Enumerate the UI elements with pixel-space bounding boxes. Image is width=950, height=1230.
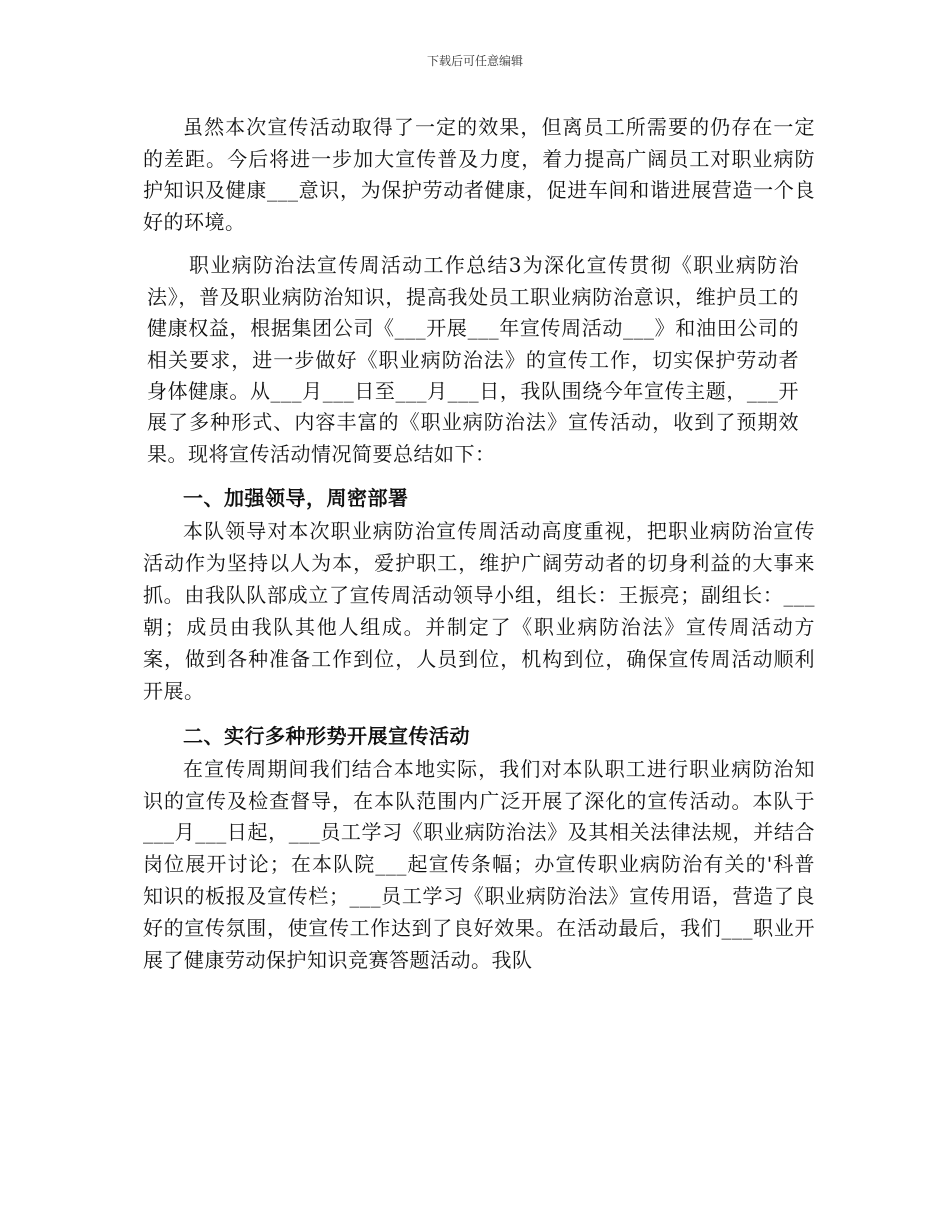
document-body [143,112,815,977]
page-header: 下载后可任意编辑 [426,54,523,68]
section-heading-2: 二、实行多种形势开展宣传活动 [183,723,470,748]
section-body-1: 本队领导对本次职业病防治宣传周活动高度重视，把职业病防治宣传活动作为坚持以人为本，爱护职工，维护广阔劳动者的切身利益的大事来抓。由我队队部成立了宣传周活动领导小组，组长：王振亮；副组长：___朝；成员由我队其他人组成。并制定了《职业病防治法》宣传周活动方案，做到各种准备工作到位，人员到位，机构到位，确保宣传周活动顺利开展。 [143,519,815,703]
summary-paragraph: 职业病防治法宣传周活动工作总结3为深化宣传贯彻《职业病防治法》，普及职业病防治知识，提高我处员工职业病防治意识，维护员工的健康权益，根据集团公司《___开展___年宣传周活动___》和油田公司的相关要求，进一步做好《职业病防治法》的宣传工作，切实保护劳动者身体健康。从___月___日至___月___日，我队围绕今年宣传主题，___开展了多种形式、内容丰富的《职业病防治法》宣传活动，收到了预期效果。现将宣传活动情况简要总结如下： [147,253,799,466]
section-body-2: 在宣传周期间我们结合本地实际，我们对本队职工进行职业病防治知识的宣传及检查督导，在本队范围内广泛开展了深化的宣传活动。本队于___月___日起，___员工学习《职业病防治法》及其相关法律法规，并结合岗位展开讨论；在本队院___起宣传条幅；办宣传职业病防治有关的'科普知识的板报及宣传栏；___员工学习《职业病防治法》宣传用语，营造了良好的宣传氛围，使宣传工作达到了良好效果。在活动最后，我们___职业开展了健康劳动保护知识竞赛答题活动。我队 [143,756,815,973]
intro-paragraph: 虽然本次宣传活动取得了一定的效果，但离员工所需要的仍存在一定的差距。今后将进一步加大宣传普及力度，着力提高广阔员工对职业病防护知识及健康___意识，为保护劳动者健康，促进车间和谐进展营造一个良好的环境。 [143,115,815,234]
section-heading-1: 一、加强领导，周密部署 [183,486,409,511]
